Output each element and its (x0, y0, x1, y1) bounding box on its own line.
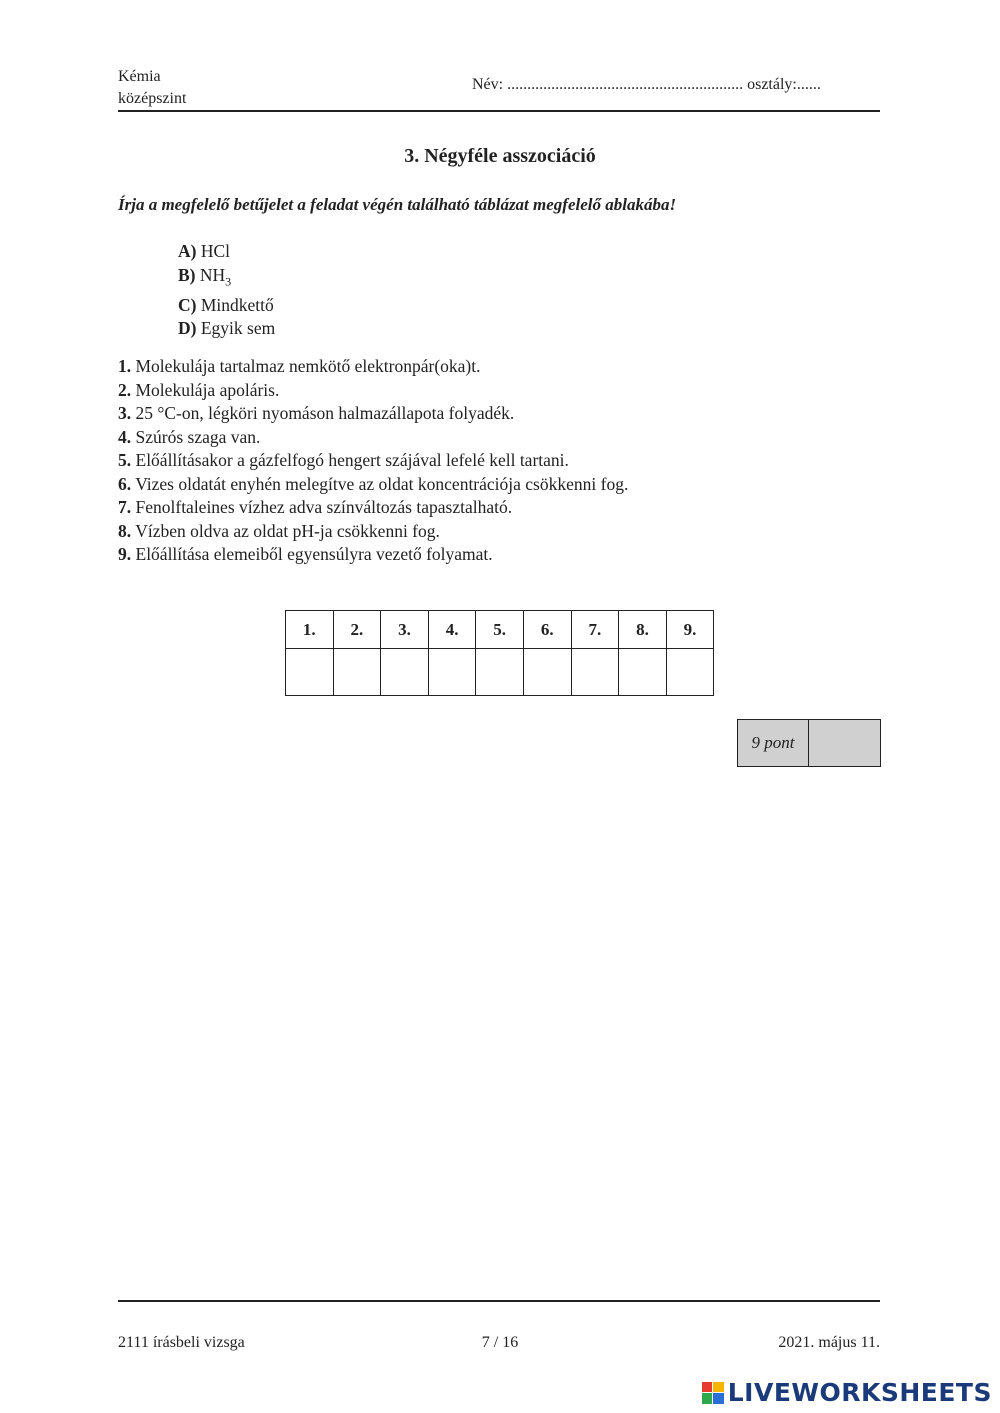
statement-1 (118, 355, 628, 379)
logo-block-3 (702, 1393, 713, 1404)
option-c (178, 294, 275, 318)
answer-table (285, 610, 714, 696)
score-row (738, 720, 881, 767)
answer-cell-5[interactable] (476, 649, 524, 696)
option-text: Mindkettő (200, 294, 274, 315)
footer-date: 2021. május 11. (778, 1334, 880, 1351)
score-box (737, 719, 881, 767)
option-letter: B) (178, 264, 196, 285)
answer-cell-3[interactable] (381, 649, 429, 696)
option-text: NH (199, 264, 226, 285)
statement-number: 4. (118, 426, 132, 447)
option-subscript: 3 (225, 274, 232, 288)
answer-header-cell: 4. (428, 611, 476, 649)
statement-3 (118, 402, 628, 426)
answer-cell-9[interactable] (666, 649, 714, 696)
statement-4 (118, 426, 628, 450)
statement-number: 1. (118, 356, 132, 376)
logo-blocks-icon (702, 1382, 724, 1404)
statement-text: Vízben oldva az oldat pH-ja csökkenni fog. (135, 520, 440, 541)
option-letter: C) (178, 294, 197, 315)
statement-number: 9. (118, 544, 132, 564)
logo-block-1 (702, 1382, 713, 1393)
option-d (178, 317, 275, 341)
answer-table-input-row (286, 649, 714, 696)
statement-9 (118, 543, 628, 567)
answer-cell-8[interactable] (619, 649, 667, 696)
answer-header-cell: 8. (619, 611, 667, 649)
statement-text: Előállításakor a gázfelfogó hengert szájával lefelé kell tartani. (135, 450, 569, 470)
statement-7 (118, 496, 628, 520)
logo-block-4 (713, 1393, 724, 1404)
statement-number: 6. (118, 473, 132, 494)
option-letter: A) (178, 241, 197, 261)
statement-text: Előállítása elemeiből egyensúlyra vezető folyamat. (135, 544, 493, 564)
liveworksheets-logo (702, 1378, 992, 1407)
answer-options (178, 240, 275, 341)
score-label: 9 pont (738, 720, 809, 767)
option-text: Egyik sem (200, 318, 276, 338)
answer-header-cell: 9. (666, 611, 714, 649)
statement-number: 3. (118, 403, 132, 423)
answer-cell-6[interactable] (523, 649, 571, 696)
answer-header-cell: 6. (523, 611, 571, 649)
answer-header-cell: 7. (571, 611, 619, 649)
subject-name: Kémia (118, 68, 161, 85)
footer-page-number: 7 / 16 (481, 1334, 519, 1351)
task-instruction: Írja a megfelelő betűjelet a feladat végén található táblázat megfelelő ablakába! (118, 195, 677, 214)
answer-table-header-row (286, 611, 714, 649)
footer-exam-code: 2111 írásbeli vizsga (118, 1334, 245, 1351)
name-class-field: Név: ........................................................... osztály:...... (472, 76, 821, 93)
score-value-cell (809, 720, 881, 767)
answer-cell-2[interactable] (333, 649, 381, 696)
statement-number: 7. (118, 497, 132, 517)
statement-number: 8. (118, 520, 132, 541)
header-subject (118, 66, 186, 110)
statement-text: Molekulája apoláris. (135, 379, 280, 400)
answer-cell-7[interactable] (571, 649, 619, 696)
statement-number: 2. (118, 379, 132, 400)
answer-header-cell: 5. (476, 611, 524, 649)
subject-level: középszint (118, 90, 187, 107)
footer-divider (118, 1300, 880, 1302)
statement-text: Szúrós szaga van. (135, 426, 261, 447)
statement-2 (118, 379, 628, 403)
statement-5 (118, 449, 628, 473)
statement-text: Molekulája tartalmaz nemkötő elektronpár(oka)t. (135, 356, 481, 376)
answer-header-cell: 1. (286, 611, 334, 649)
header-divider (118, 110, 880, 112)
statement-text: Fenolftaleines vízhez adva színváltozás tapasztalható. (135, 497, 513, 517)
option-text: HCl (200, 241, 231, 261)
statement-text: 25 °C-on, légköri nyomáson halmazállapota folyadék. (135, 403, 515, 423)
logo-text: LIVEWORKSHEETS (727, 1378, 992, 1407)
answer-cell-1[interactable] (286, 649, 334, 696)
option-letter: D) (178, 318, 197, 338)
logo-block-2 (713, 1382, 724, 1393)
option-a (178, 240, 275, 264)
answer-header-cell: 3. (381, 611, 429, 649)
statement-list (118, 355, 628, 567)
answer-cell-4[interactable] (428, 649, 476, 696)
option-b (178, 264, 275, 294)
statement-8 (118, 520, 628, 544)
task-title: 3. Négyféle asszociáció (404, 145, 596, 167)
statement-text: Vizes oldatát enyhén melegítve az oldat koncentrációja csökkenni fog. (135, 473, 629, 494)
answer-header-cell: 2. (333, 611, 381, 649)
statement-6 (118, 473, 628, 497)
statement-number: 5. (118, 450, 132, 470)
